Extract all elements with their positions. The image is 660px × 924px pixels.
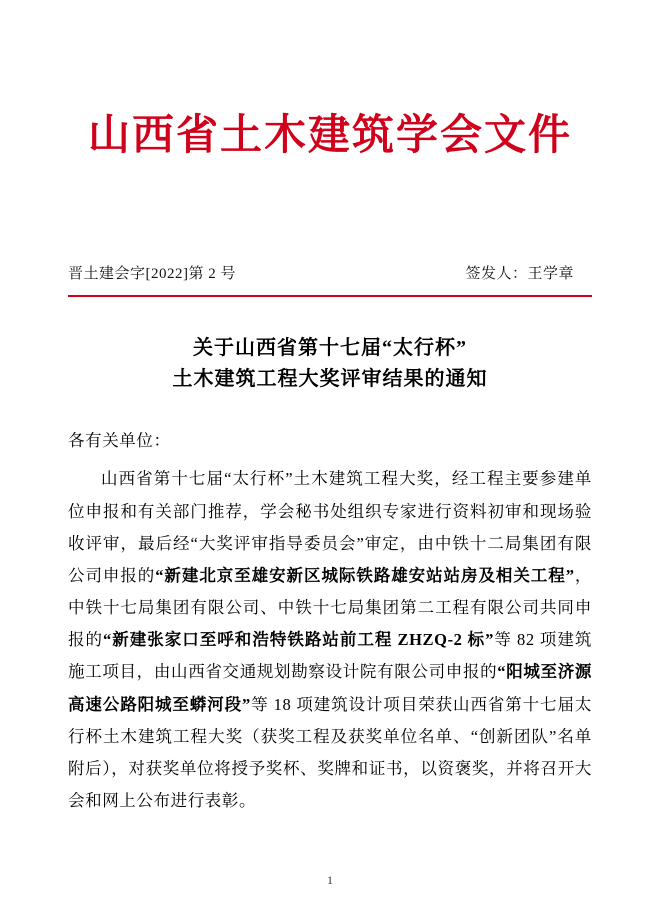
title-line-1: 关于山西省第十七届“太行杯”: [193, 337, 467, 360]
issuer-name: 签发人：王学章: [465, 266, 574, 283]
red-divider-line: [68, 295, 592, 297]
paragraph-segment-4: 等 18 项建筑设计项目荣获山西省第十七届太行杯土木建筑工程大奖（获奖工程及获奖单位名单、“创新团队”名单附后），对获奖单位将授予奖杯、奖牌和证书，以资褒奖，并将召开大会和网上公布进行表彰。: [68, 694, 592, 811]
masthead-title: 山西省土木建筑学会文件: [87, 110, 572, 159]
document-meta-row: [68, 262, 592, 283]
page-number: 1: [327, 873, 333, 887]
highlight-project-1: “新建北京至雄安新区城际铁路雄安站站房及相关工程”: [155, 565, 575, 585]
highlight-project-3: “阳城至济源高速公路阳城至蟒河段”: [68, 662, 593, 714]
document-title: [68, 333, 592, 395]
paragraph-segment-2: ，中铁十七局集团有限公司、中铁十七局集团第二工程有限公司共同申报的: [68, 565, 592, 650]
highlight-project-2: “新建张家口至呼和浩特铁路站前工程 ZHZQ-2 标”: [103, 630, 495, 650]
document-number: 晋土建会字[2022]第 2 号: [68, 266, 236, 283]
title-line-2: 土木建筑工程大奖评审结果的通知: [172, 368, 488, 391]
main-paragraph: [68, 463, 592, 817]
paragraph-segment-3: 等 82 项建筑施工项目，由山西省交通规划勘察设计院有限公司申报的: [68, 630, 592, 682]
salutation: 各有关单位：: [68, 431, 171, 451]
paragraph-segment-1: 山西省第十七届“太行杯”土木建筑工程大奖，经工程主要参建单位申报和有关部门推荐，学会秘书处组织专家进行资料初审和现场验收评审，最后经“大奖评审指导委员会”审定，由中铁十二局集团有限公司申报的: [68, 469, 592, 585]
